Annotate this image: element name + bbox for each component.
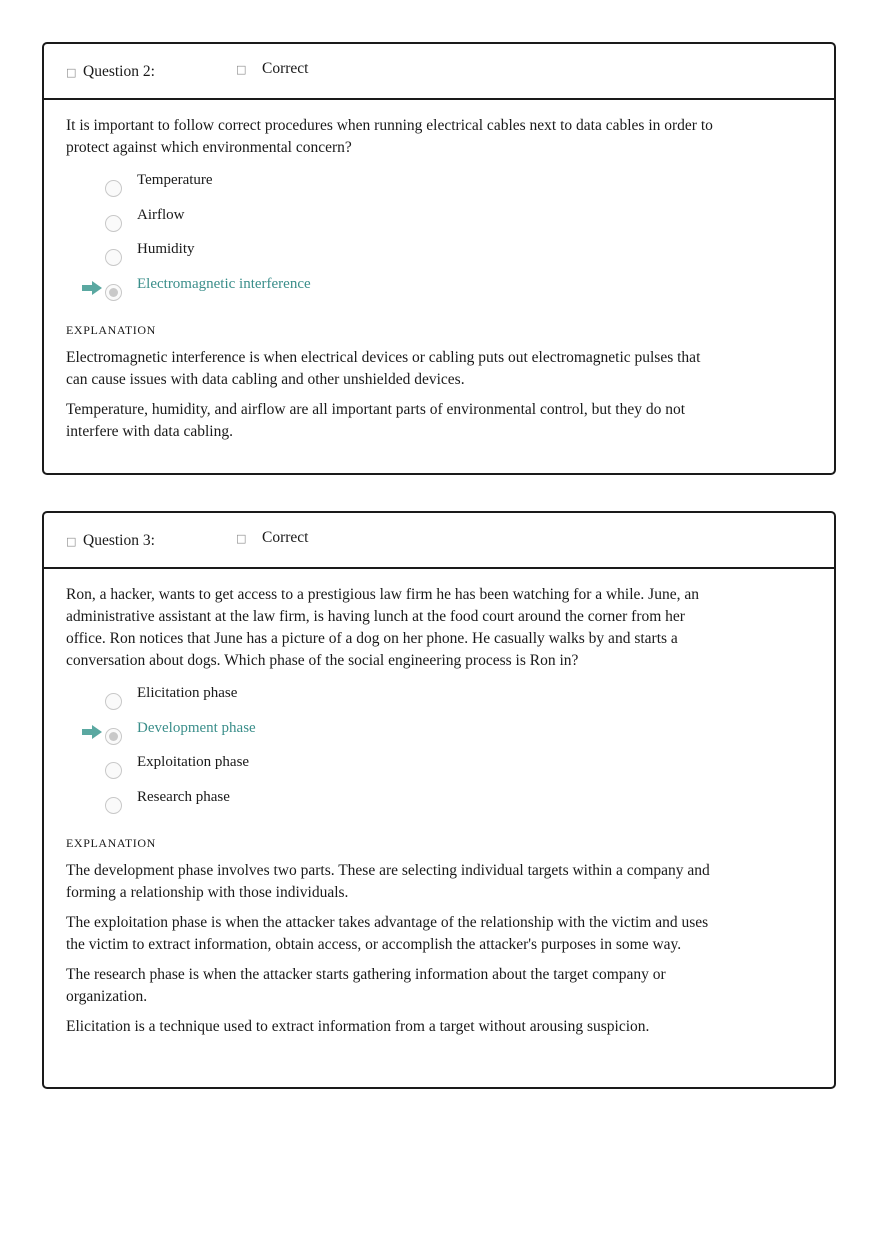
explanation-paragraph: Electromagnetic interference is when electrical devices or cabling puts out electromagnetic pulses that can cause issues with data cabling and other unshielded devices. [66,349,701,388]
status-label: Correct [262,529,309,546]
option-label: Temperature [137,172,213,188]
explanation-paragraph: Elicitation is a technique used to extract information from a target without arousing suspicion. [66,1018,650,1035]
radio-button-selected[interactable] [105,728,122,745]
explanation-paragraph: Temperature, humidity, and airflow are all important parts of environmental control, but they do not interfere with data cabling. [66,401,686,440]
arrow-right-icon [82,725,102,739]
status-label: Correct [262,60,309,77]
answer-option[interactable] [66,788,812,829]
option-label: Elicitation phase [137,685,238,701]
status-box-icon: □ [236,532,247,545]
answer-option-selected[interactable] [66,275,812,316]
radio-button[interactable] [105,249,122,266]
radio-button[interactable] [105,180,122,197]
answer-options [66,685,812,828]
explanation-paragraph: The development phase involves two parts. These are selecting individual targets within a company and forming a relationship with those individuals. [66,862,710,901]
question-body [44,100,834,443]
option-label: Airflow [137,206,185,223]
radio-button-selected[interactable] [105,284,122,301]
option-label-correct: Development phase [137,719,256,736]
question-box-icon: □ [66,535,77,548]
radio-button[interactable] [105,693,122,710]
explanation-title: EXPLANATION [66,836,156,850]
question-prompt: Ron, a hacker, wants to get access to a prestigious law firm he has been watching for a while. June, an administrative assistant at the law firm, is having lunch at the food court around the corner from her office. Ron notices that June has a picture of a dog on her phone. He casually walks by and starts a conversation about dogs. Which phase of the social engineering process is Ron in? [66,586,699,669]
status-box-icon: □ [236,63,247,76]
question-header [44,513,834,569]
option-label: Research phase [137,788,230,805]
question-card [42,42,836,475]
question-header [44,44,834,100]
question-box-icon: □ [66,66,77,79]
question-prompt: It is important to follow correct procedures when running electrical cables next to data cables in order to protect against which environmental concern? [66,117,713,156]
question-number: Question 3: [83,532,155,549]
option-label-correct: Electromagnetic interference [137,275,311,292]
question-card [42,511,836,1089]
answer-options [66,172,812,315]
radio-button[interactable] [105,215,122,232]
radio-button[interactable] [105,797,122,814]
explanation-paragraph: The research phase is when the attacker starts gathering information about the target company or organization. [66,966,666,1005]
question-number: Question 2: [83,63,155,80]
radio-button[interactable] [105,762,122,779]
option-label: Exploitation phase [137,754,250,770]
explanation-paragraph: The exploitation phase is when the attacker takes advantage of the relationship with the victim and uses the victim to extract information, obtain access, or accomplish the attacker's purposes in some way. [66,914,709,953]
option-label: Humidity [137,241,195,257]
arrow-right-icon [82,281,102,295]
explanation-title: EXPLANATION [66,323,156,337]
question-body [44,569,834,1038]
